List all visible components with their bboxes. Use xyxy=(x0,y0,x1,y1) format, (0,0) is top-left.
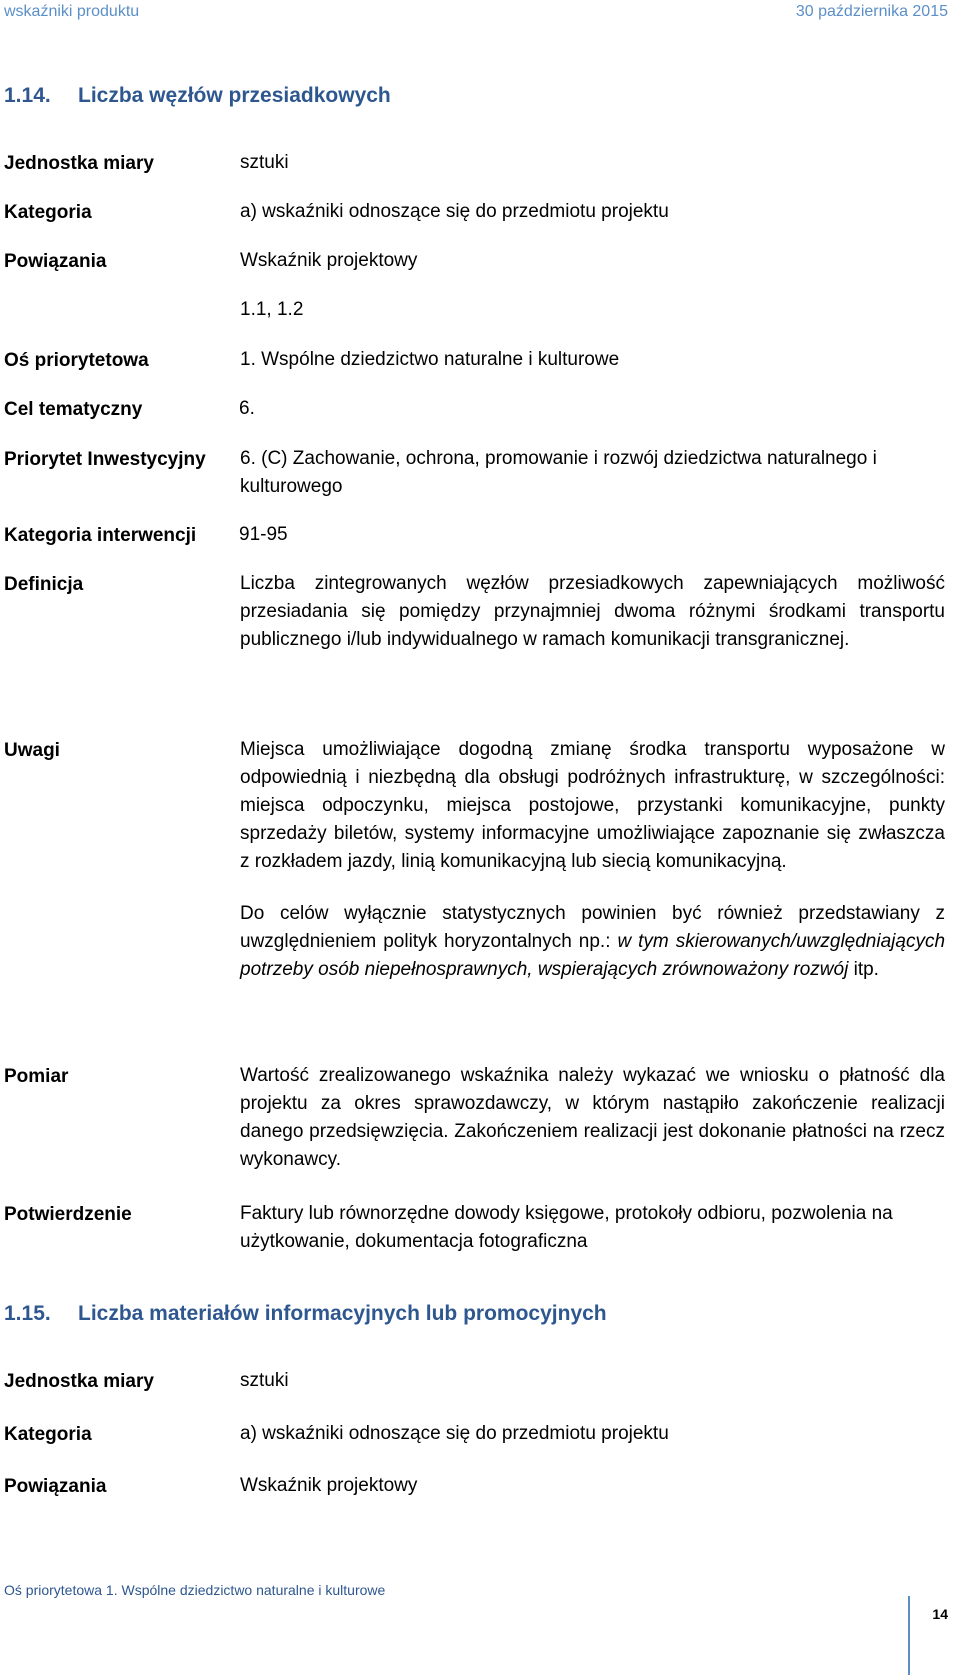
category-label: Kategoria xyxy=(4,202,92,223)
category-label-2: Kategoria xyxy=(4,1424,92,1445)
header-date: 30 października 2015 xyxy=(795,3,948,20)
confirmation-label: Potwierdzenie xyxy=(4,1204,132,1225)
notes-p2-end: itp. xyxy=(853,959,879,980)
header-doc-title: wskaźniki produktu xyxy=(4,3,140,20)
definition-label: Definicja xyxy=(4,574,84,595)
unit-value-2: sztuki xyxy=(240,1370,289,1391)
priority-axis-value: 1. Wspólne dziedzictwo naturalne i kulturowe xyxy=(240,349,620,370)
relation-label-2: Powiązania xyxy=(4,1476,107,1497)
relation-value: Wskaźnik projektowy xyxy=(240,250,418,271)
intervention-category-value: 91-95 xyxy=(239,524,288,545)
category-value-2: a) wskaźniki odnoszące się do przedmiotu projektu xyxy=(240,1423,669,1444)
notes-label: Uwagi xyxy=(4,740,60,761)
footer-text: Oś priorytetowa 1. Wspólne dziedzictwo naturalne i kulturowe xyxy=(4,1582,386,1598)
section-number: 1.15. xyxy=(4,1302,51,1325)
measurement-value: Wartość zrealizowanego wskaźnika należy wykazać we wniosku o płatność dla projektu za okres sprawozdawczy, w którym nastąpiło zakończenie realizacji danego przedsięwzięcia. Zakończeniem realizacji jest dokonanie płatności na rzecz wykonawcy. xyxy=(240,1065,945,1170)
notes-p2-start: Do celów wyłącznie statystycznych powinien być również przedstawiany z uwzględnieniem polityk horyzontalnych np.: xyxy=(240,903,945,952)
category-value: a) wskaźniki odnoszące się do przedmiotu projektu xyxy=(240,201,669,222)
thematic-goal-value: 6. xyxy=(239,398,255,419)
measurement-label: Pomiar xyxy=(4,1066,69,1087)
confirmation-value: Faktury lub równorzędne dowody księgowe, protokoły odbioru, pozwolenia na użytkowanie, dokumentacja fotograficzna xyxy=(240,1203,893,1252)
intervention-category-label: Kategoria interwencji xyxy=(4,525,197,546)
section-number: 1.14. xyxy=(4,84,51,107)
notes-body xyxy=(240,736,945,984)
relation-value-2b: Wskaźnik projektowy xyxy=(240,1475,418,1496)
notes-paragraph-1: Miejsca umożliwiające dogodną zmianę środka transportu wyposażone w odpowiednią i niezbędną dla obsługi podróżnych infrastrukturę, w szczególności: miejsca odpoczynku, miejsca postojowe, przystanki komunikacyjne, punkty sprzedaży biletów, systemy informacyjne umożliwiające zapoznanie się zwłaszcza z rozkładem jazdy, linią komunikacyjną lub siecią komunikacyjną. xyxy=(240,739,945,872)
section-title: Liczba węzłów przesiadkowych xyxy=(78,84,391,107)
section-title: Liczba materiałów informacyjnych lub promocyjnych xyxy=(78,1302,607,1325)
priority-axis-label: Oś priorytetowa xyxy=(4,350,149,371)
definition-value: Liczba zintegrowanych węzłów przesiadkowych zapewniających możliwość przesiadania się pomiędzy przynajmniej dwoma różnymi środkami transportu publicznego i/lub indywidualnego w ramach komunikacji transgranicznej. xyxy=(240,573,945,650)
section-heading-1-15 xyxy=(4,1302,607,1326)
thematic-goal-label: Cel tematyczny xyxy=(4,399,143,420)
unit-label-2: Jednostka miary xyxy=(4,1371,154,1392)
notes-paragraph-2 xyxy=(240,900,945,984)
relation-label: Powiązania xyxy=(4,251,107,272)
page-number: 14 xyxy=(908,1596,948,1675)
investment-priority-label: Priorytet Inwestycyjny xyxy=(4,449,206,470)
investment-priority-value: 6. (C) Zachowanie, ochrona, promowanie i rozwój dziedzictwa naturalnego i kulturowego xyxy=(240,448,877,497)
unit-value: sztuki xyxy=(240,152,289,173)
section-heading-1-14 xyxy=(4,84,391,108)
relation-value-2: 1.1, 1.2 xyxy=(240,299,304,320)
unit-label: Jednostka miary xyxy=(4,153,154,174)
notes-p2-italic: w tym skierowanych/uwzględniających potrzeby osób niepełnosprawnych, wspierających zrównoważony rozwój xyxy=(240,931,946,980)
